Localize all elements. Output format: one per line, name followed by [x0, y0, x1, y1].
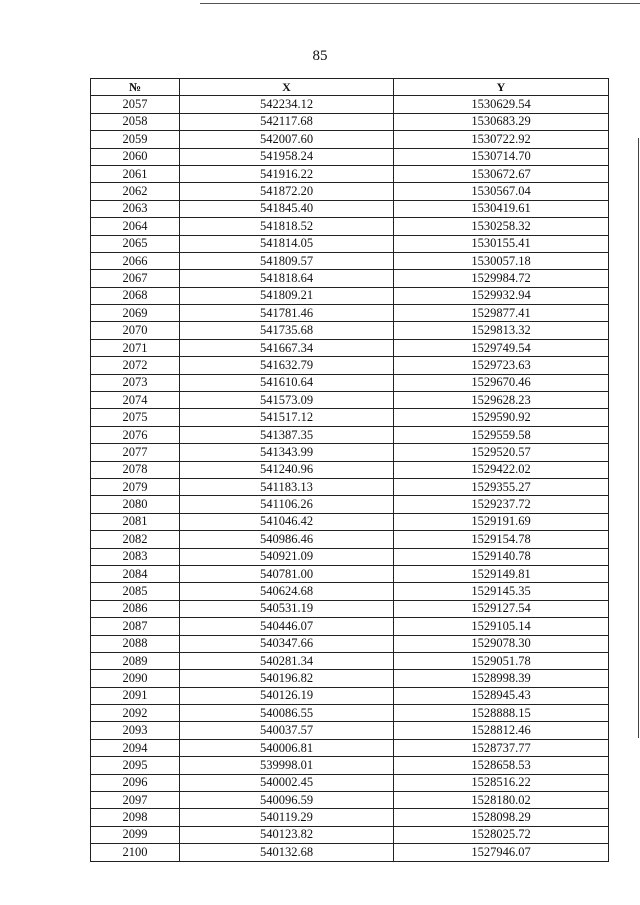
cell-x: 540624.68: [180, 583, 394, 600]
cell-x: 542234.12: [180, 96, 394, 113]
table-row: [91, 322, 609, 339]
cell-number: 2066: [91, 252, 180, 269]
table-row: [91, 235, 609, 252]
cell-number: 2079: [91, 478, 180, 495]
cell-y: 1529191.69: [394, 513, 609, 530]
cell-number: 2087: [91, 618, 180, 635]
cell-number: 2072: [91, 357, 180, 374]
cell-x: 541517.12: [180, 409, 394, 426]
page-number: 85: [312, 48, 328, 64]
cell-x: 540781.00: [180, 565, 394, 582]
cell-y: 1529127.54: [394, 600, 609, 617]
cell-number: 2090: [91, 670, 180, 687]
cell-number: 2074: [91, 392, 180, 409]
cell-number: 2094: [91, 739, 180, 756]
header-row: [91, 79, 609, 96]
table-row: [91, 548, 609, 565]
cell-x: 540196.82: [180, 670, 394, 687]
cell-number: 2078: [91, 461, 180, 478]
cell-number: 2086: [91, 600, 180, 617]
table-row: [91, 792, 609, 809]
cell-x: 540446.07: [180, 618, 394, 635]
cell-number: 2062: [91, 183, 180, 200]
cell-y: 1530683.29: [394, 113, 609, 130]
table-row: [91, 652, 609, 669]
cell-y: 1527946.07: [394, 844, 609, 861]
table-row: [91, 496, 609, 513]
cell-number: 2089: [91, 652, 180, 669]
cell-number: 2083: [91, 548, 180, 565]
cell-x: 540096.59: [180, 792, 394, 809]
right-scan-edge: [638, 138, 639, 738]
cell-number: 2092: [91, 705, 180, 722]
cell-y: 1529237.72: [394, 496, 609, 513]
cell-x: 541735.68: [180, 322, 394, 339]
table-row: [91, 600, 609, 617]
cell-number: 2097: [91, 792, 180, 809]
table-row: [91, 113, 609, 130]
cell-x: 540002.45: [180, 774, 394, 791]
cell-number: 2077: [91, 444, 180, 461]
cell-y: 1529051.78: [394, 652, 609, 669]
table-row: [91, 722, 609, 739]
cell-x: 541781.46: [180, 305, 394, 322]
table-row: [91, 287, 609, 304]
table-row: [91, 131, 609, 148]
table-row: [91, 478, 609, 495]
table-row: [91, 583, 609, 600]
cell-y: 1530672.67: [394, 165, 609, 182]
cell-number: 2082: [91, 531, 180, 548]
cell-x: 540126.19: [180, 687, 394, 704]
cell-number: 2059: [91, 131, 180, 148]
table-row: [91, 739, 609, 756]
table-row: [91, 809, 609, 826]
cell-x: 541916.22: [180, 165, 394, 182]
cell-y: 1528888.15: [394, 705, 609, 722]
cell-x: 540986.46: [180, 531, 394, 548]
cell-y: 1528737.77: [394, 739, 609, 756]
cell-y: 1529145.35: [394, 583, 609, 600]
cell-number: 2057: [91, 96, 180, 113]
table-row: [91, 826, 609, 843]
cell-y: 1529749.54: [394, 339, 609, 356]
cell-y: 1528658.53: [394, 757, 609, 774]
cell-x: 541387.35: [180, 426, 394, 443]
table-row: [91, 96, 609, 113]
table-row: [91, 148, 609, 165]
cell-number: 2064: [91, 218, 180, 235]
cell-number: 2061: [91, 165, 180, 182]
cell-number: 2060: [91, 148, 180, 165]
cell-y: 1528025.72: [394, 826, 609, 843]
cell-y: 1528180.02: [394, 792, 609, 809]
cell-number: 2063: [91, 200, 180, 217]
cell-y: 1529154.78: [394, 531, 609, 548]
cell-y: 1528945.43: [394, 687, 609, 704]
table-row: [91, 461, 609, 478]
cell-x: 540921.09: [180, 548, 394, 565]
cell-number: 2080: [91, 496, 180, 513]
table-row: [91, 218, 609, 235]
cell-x: 541809.21: [180, 287, 394, 304]
table-row: [91, 844, 609, 861]
cell-number: 2068: [91, 287, 180, 304]
cell-y: 1528998.39: [394, 670, 609, 687]
cell-y: 1530155.41: [394, 235, 609, 252]
cell-y: 1529628.23: [394, 392, 609, 409]
cell-number: 2096: [91, 774, 180, 791]
cell-x: 541845.40: [180, 200, 394, 217]
cell-number: 2099: [91, 826, 180, 843]
cell-x: 541818.64: [180, 270, 394, 287]
cell-x: 540119.29: [180, 809, 394, 826]
cell-x: 540531.19: [180, 600, 394, 617]
table-row: [91, 374, 609, 391]
cell-x: 541046.42: [180, 513, 394, 530]
table-row: [91, 200, 609, 217]
cell-y: 1529590.92: [394, 409, 609, 426]
table-row: [91, 618, 609, 635]
cell-number: 2088: [91, 635, 180, 652]
cell-y: 1529813.32: [394, 322, 609, 339]
table-row: [91, 357, 609, 374]
table-row: [91, 183, 609, 200]
cell-x: 541610.64: [180, 374, 394, 391]
cell-y: 1528098.29: [394, 809, 609, 826]
cell-y: 1530629.54: [394, 96, 609, 113]
table-row: [91, 409, 609, 426]
header-number: №: [91, 79, 180, 96]
table-row: [91, 513, 609, 530]
table-row: [91, 757, 609, 774]
cell-x: 540086.55: [180, 705, 394, 722]
cell-y: 1529422.02: [394, 461, 609, 478]
cell-y: 1530057.18: [394, 252, 609, 269]
cell-x: 540347.66: [180, 635, 394, 652]
cell-y: 1530722.92: [394, 131, 609, 148]
cell-x: 541343.99: [180, 444, 394, 461]
cell-number: 2076: [91, 426, 180, 443]
cell-x: 540281.34: [180, 652, 394, 669]
cell-number: 2084: [91, 565, 180, 582]
cell-x: 541240.96: [180, 461, 394, 478]
cell-y: 1529932.94: [394, 287, 609, 304]
cell-y: 1530714.70: [394, 148, 609, 165]
cell-x: 541872.20: [180, 183, 394, 200]
cell-x: 541106.26: [180, 496, 394, 513]
cell-y: 1530419.61: [394, 200, 609, 217]
cell-number: 2095: [91, 757, 180, 774]
header-y: Y: [394, 79, 609, 96]
cell-y: 1529723.63: [394, 357, 609, 374]
cell-x: 541573.09: [180, 392, 394, 409]
cell-x: 541958.24: [180, 148, 394, 165]
table-row: [91, 426, 609, 443]
table-row: [91, 444, 609, 461]
table-row: [91, 635, 609, 652]
cell-x: 541632.79: [180, 357, 394, 374]
table-row: [91, 774, 609, 791]
cell-x: 540123.82: [180, 826, 394, 843]
table-row: [91, 705, 609, 722]
cell-number: 2073: [91, 374, 180, 391]
cell-x: 541814.05: [180, 235, 394, 252]
cell-x: 541667.34: [180, 339, 394, 356]
cell-x: 542117.68: [180, 113, 394, 130]
cell-number: 2085: [91, 583, 180, 600]
cell-number: 2081: [91, 513, 180, 530]
cell-number: 2093: [91, 722, 180, 739]
table-row: [91, 252, 609, 269]
cell-y: 1529877.41: [394, 305, 609, 322]
cell-y: 1529520.57: [394, 444, 609, 461]
cell-number: 2071: [91, 339, 180, 356]
cell-y: 1529355.27: [394, 478, 609, 495]
top-scan-rule: [200, 3, 640, 4]
cell-x: 542007.60: [180, 131, 394, 148]
table-row: [91, 531, 609, 548]
table-row: [91, 339, 609, 356]
header-x: X: [180, 79, 394, 96]
table-row: [91, 165, 609, 182]
cell-y: 1529559.58: [394, 426, 609, 443]
table-body: [91, 96, 609, 861]
cell-y: 1529105.14: [394, 618, 609, 635]
cell-y: 1529984.72: [394, 270, 609, 287]
cell-x: 540132.68: [180, 844, 394, 861]
cell-y: 1529670.46: [394, 374, 609, 391]
cell-number: 2075: [91, 409, 180, 426]
cell-y: 1529078.30: [394, 635, 609, 652]
cell-number: 2065: [91, 235, 180, 252]
cell-y: 1528812.46: [394, 722, 609, 739]
cell-x: 540037.57: [180, 722, 394, 739]
cell-x: 539998.01: [180, 757, 394, 774]
cell-number: 2058: [91, 113, 180, 130]
cell-number: 2067: [91, 270, 180, 287]
cell-x: 540006.81: [180, 739, 394, 756]
cell-x: 541809.57: [180, 252, 394, 269]
cell-number: 2091: [91, 687, 180, 704]
coordinates-table: [90, 78, 609, 862]
table-row: [91, 305, 609, 322]
cell-y: 1529140.78: [394, 548, 609, 565]
cell-number: 2098: [91, 809, 180, 826]
table-row: [91, 392, 609, 409]
cell-x: 541818.52: [180, 218, 394, 235]
table-row: [91, 270, 609, 287]
table-row: [91, 670, 609, 687]
cell-y: 1529149.81: [394, 565, 609, 582]
table-row: [91, 565, 609, 582]
cell-number: 2100: [91, 844, 180, 861]
table-row: [91, 687, 609, 704]
cell-number: 2070: [91, 322, 180, 339]
cell-y: 1530258.32: [394, 218, 609, 235]
cell-x: 541183.13: [180, 478, 394, 495]
cell-y: 1528516.22: [394, 774, 609, 791]
table-header: [91, 79, 609, 96]
cell-number: 2069: [91, 305, 180, 322]
cell-y: 1530567.04: [394, 183, 609, 200]
